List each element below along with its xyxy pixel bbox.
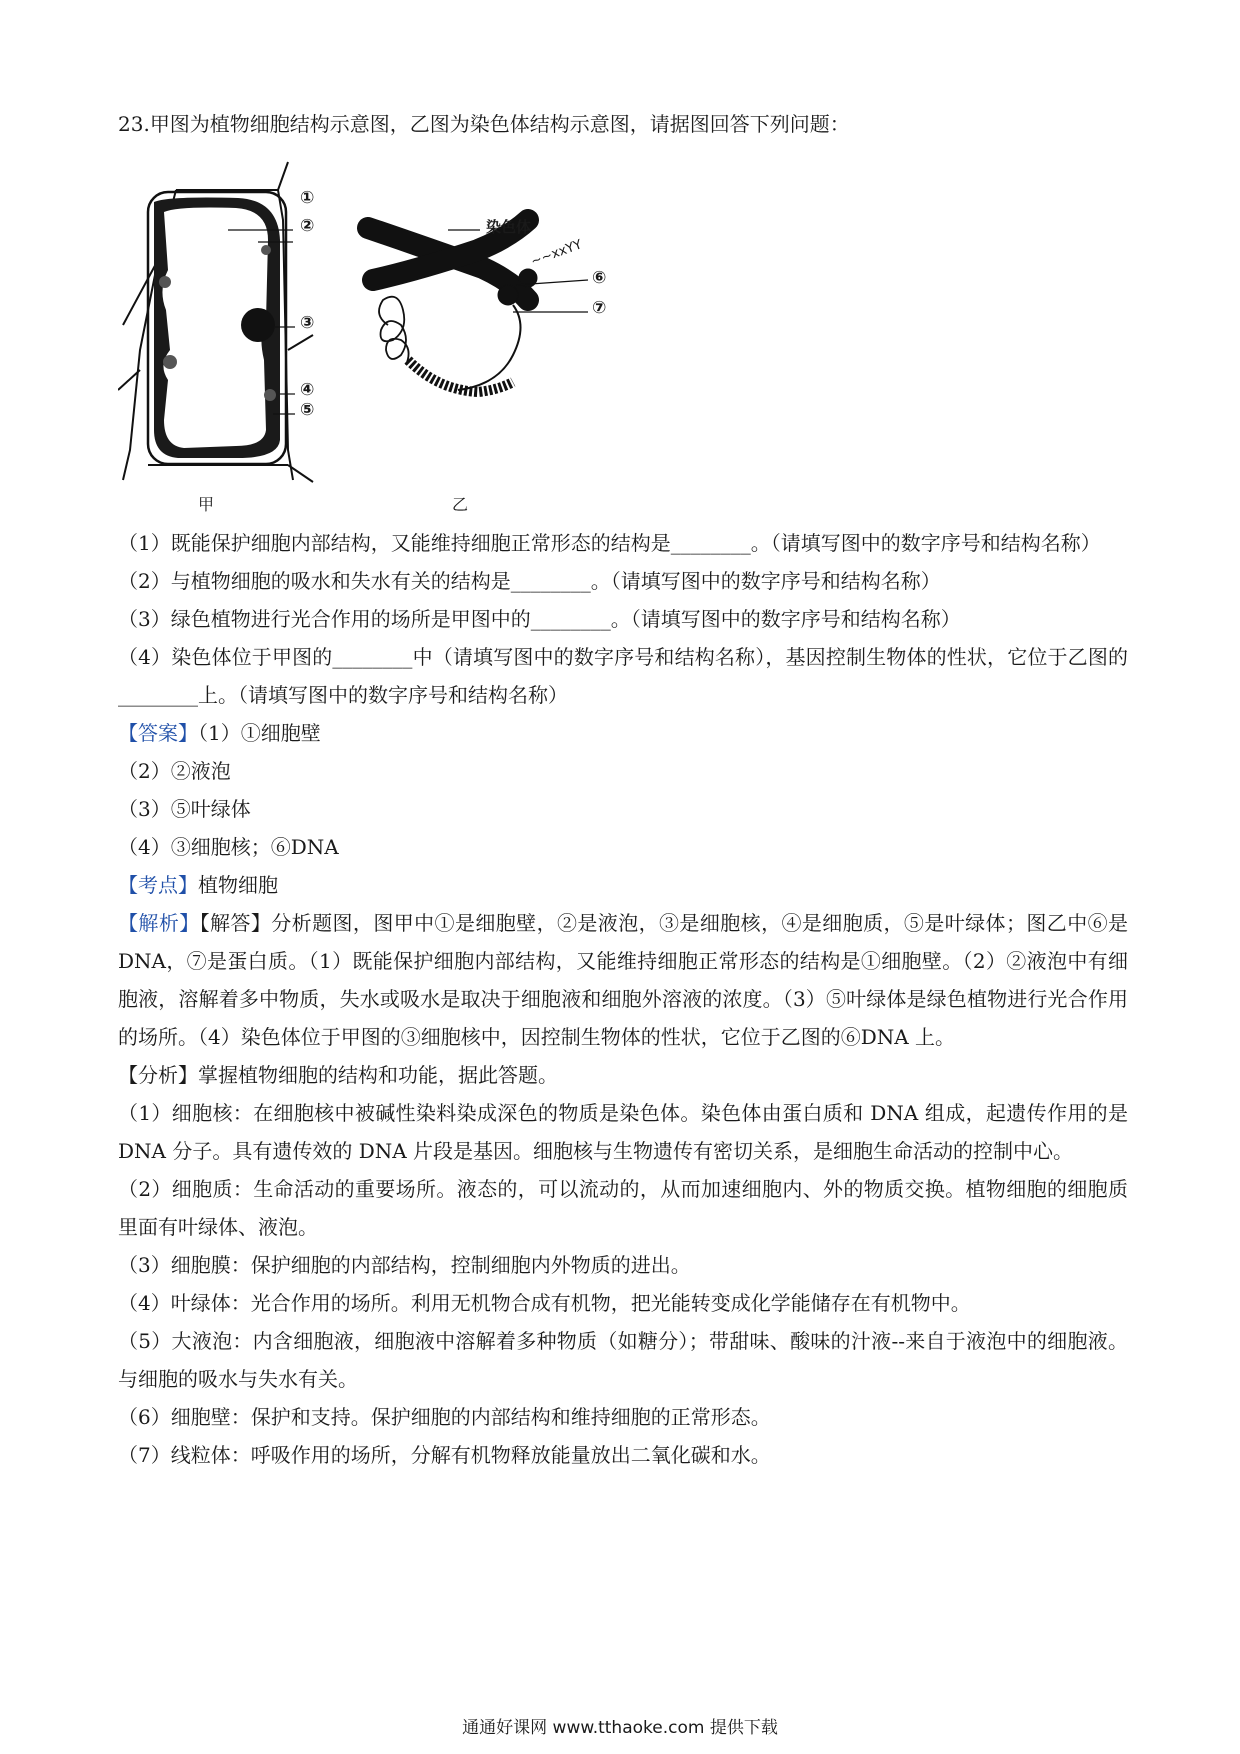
marker-1: ①	[300, 188, 315, 208]
analysis-point-1: （1）细胞核：在细胞核中被碱性染料染成深色的物质是染色体。染色体由蛋白质和 DNA 组成，起遗传作用的是 DNA 分子。具有遗传效的 DNA 片段是基因。细胞核与生物遗传有密切关系，是细胞生命活动的控制中心。	[118, 1101, 1128, 1163]
marker-7: ⑦	[592, 298, 607, 318]
plant-cell-diagram	[118, 162, 313, 482]
question-number: 23.	[118, 112, 150, 136]
answer-line-4: （4）③细胞核；⑥DNA	[118, 835, 339, 859]
analysis-point-7: （7）线粒体：呼吸作用的场所，分解有机物释放能量放出二氧化碳和水。	[118, 1443, 771, 1467]
explanation-text: 【解答】分析题图，图甲中①是细胞壁，②是液泡，③是细胞核，④是细胞质，⑤是叶绿体；图乙中⑥是 DNA，⑦是蛋白质。（1）既能保护细胞内部结构，又能维持细胞正常形态的结构是①细胞壁。（2）②液泡中有细胞液，溶解着多中物质，失水或吸水是取决于细胞液和细胞外溶液的浓度。（3）⑤叶绿体是绿色植物进行光合作用的场所。（4）染色体位于甲图的③细胞核中，因控制生物体的性状，它位于乙图的⑥DNA 上。	[118, 911, 1129, 1049]
chromosome-caption: 乙	[452, 495, 469, 514]
figure	[118, 150, 1128, 514]
analysis-point-6: （6）细胞壁：保护和支持。保护细胞的内部结构和维持细胞的正常形态。	[118, 1405, 771, 1429]
question-stem	[118, 108, 1128, 140]
document-page	[118, 108, 1128, 1474]
page-footer: 通通好课网 www.tthaoke.com 提供下载	[462, 1718, 778, 1738]
answer-line-1	[118, 714, 1128, 752]
marker-5: ⑤	[300, 400, 315, 420]
answer-1: （1）①细胞壁	[198, 721, 321, 745]
marker-3: ③	[300, 313, 315, 333]
analysis-point-5: （5）大液泡：内含细胞液，细胞液中溶解着多种物质（如糖分）；带甜味、酸味的汁液--来自于液泡中的细胞液。与细胞的吸水与失水有关。	[118, 1329, 1128, 1391]
answer-line-2: （2）②液泡	[118, 759, 231, 783]
analysis-point-3: （3）细胞膜：保护细胞的内部结构，控制细胞内外物质的进出。	[118, 1253, 691, 1277]
figure-drawing	[118, 150, 1128, 500]
marker-2: ②	[300, 216, 315, 236]
chromosome-label: 染色体	[486, 218, 532, 236]
question-text: 甲图为植物细胞结构示意图，乙图为染色体结构示意图，请据图回答下列问题：	[149, 112, 850, 136]
sub-question-1: （1）既能保护细胞内部结构，又能维持细胞正常形态的结构是________。（请填写图中的数字序号和结构名称）	[118, 531, 1101, 555]
topic-tag: 【考点】	[118, 873, 198, 897]
dna-squiggle: ~~xxYY	[529, 237, 585, 270]
topic-line	[118, 866, 1128, 904]
answer-line-3: （3）⑤叶绿体	[118, 797, 251, 821]
explanation	[118, 904, 1128, 1056]
analysis-intro: 【分析】掌握植物细胞的结构和功能，据此答题。	[118, 1063, 558, 1087]
marker-4: ④	[300, 380, 315, 400]
marker-6: ⑥	[592, 268, 607, 288]
answer-tag: 【答案】	[118, 721, 198, 745]
analysis-point-2: （2）细胞质：生命活动的重要场所。液态的，可以流动的，从而加速细胞内、外的物质交换。植物细胞的细胞质里面有叶绿体、液泡。	[118, 1177, 1128, 1239]
analysis-point-4: （4）叶绿体：光合作用的场所。利用无机物合成有机物，把光能转变成化学能储存在有机物中。	[118, 1291, 971, 1315]
sub-question-2: （2）与植物细胞的吸水和失水有关的结构是________。（请填写图中的数字序号和结构名称）	[118, 569, 941, 593]
topic-text: 植物细胞	[198, 873, 278, 897]
cell-caption: 甲	[198, 495, 215, 514]
explanation-tag: 【解析】	[118, 911, 200, 935]
sub-question-3: （3）绿色植物进行光合作用的场所是甲图中的________。（请填写图中的数字序号和结构名称）	[118, 607, 961, 631]
sub-question-4: （4）染色体位于甲图的________中（请填写图中的数字序号和结构名称），基因控制生物体的性状，它位于乙图的________上。（请填写图中的数字序号和结构名称）	[118, 645, 1128, 707]
